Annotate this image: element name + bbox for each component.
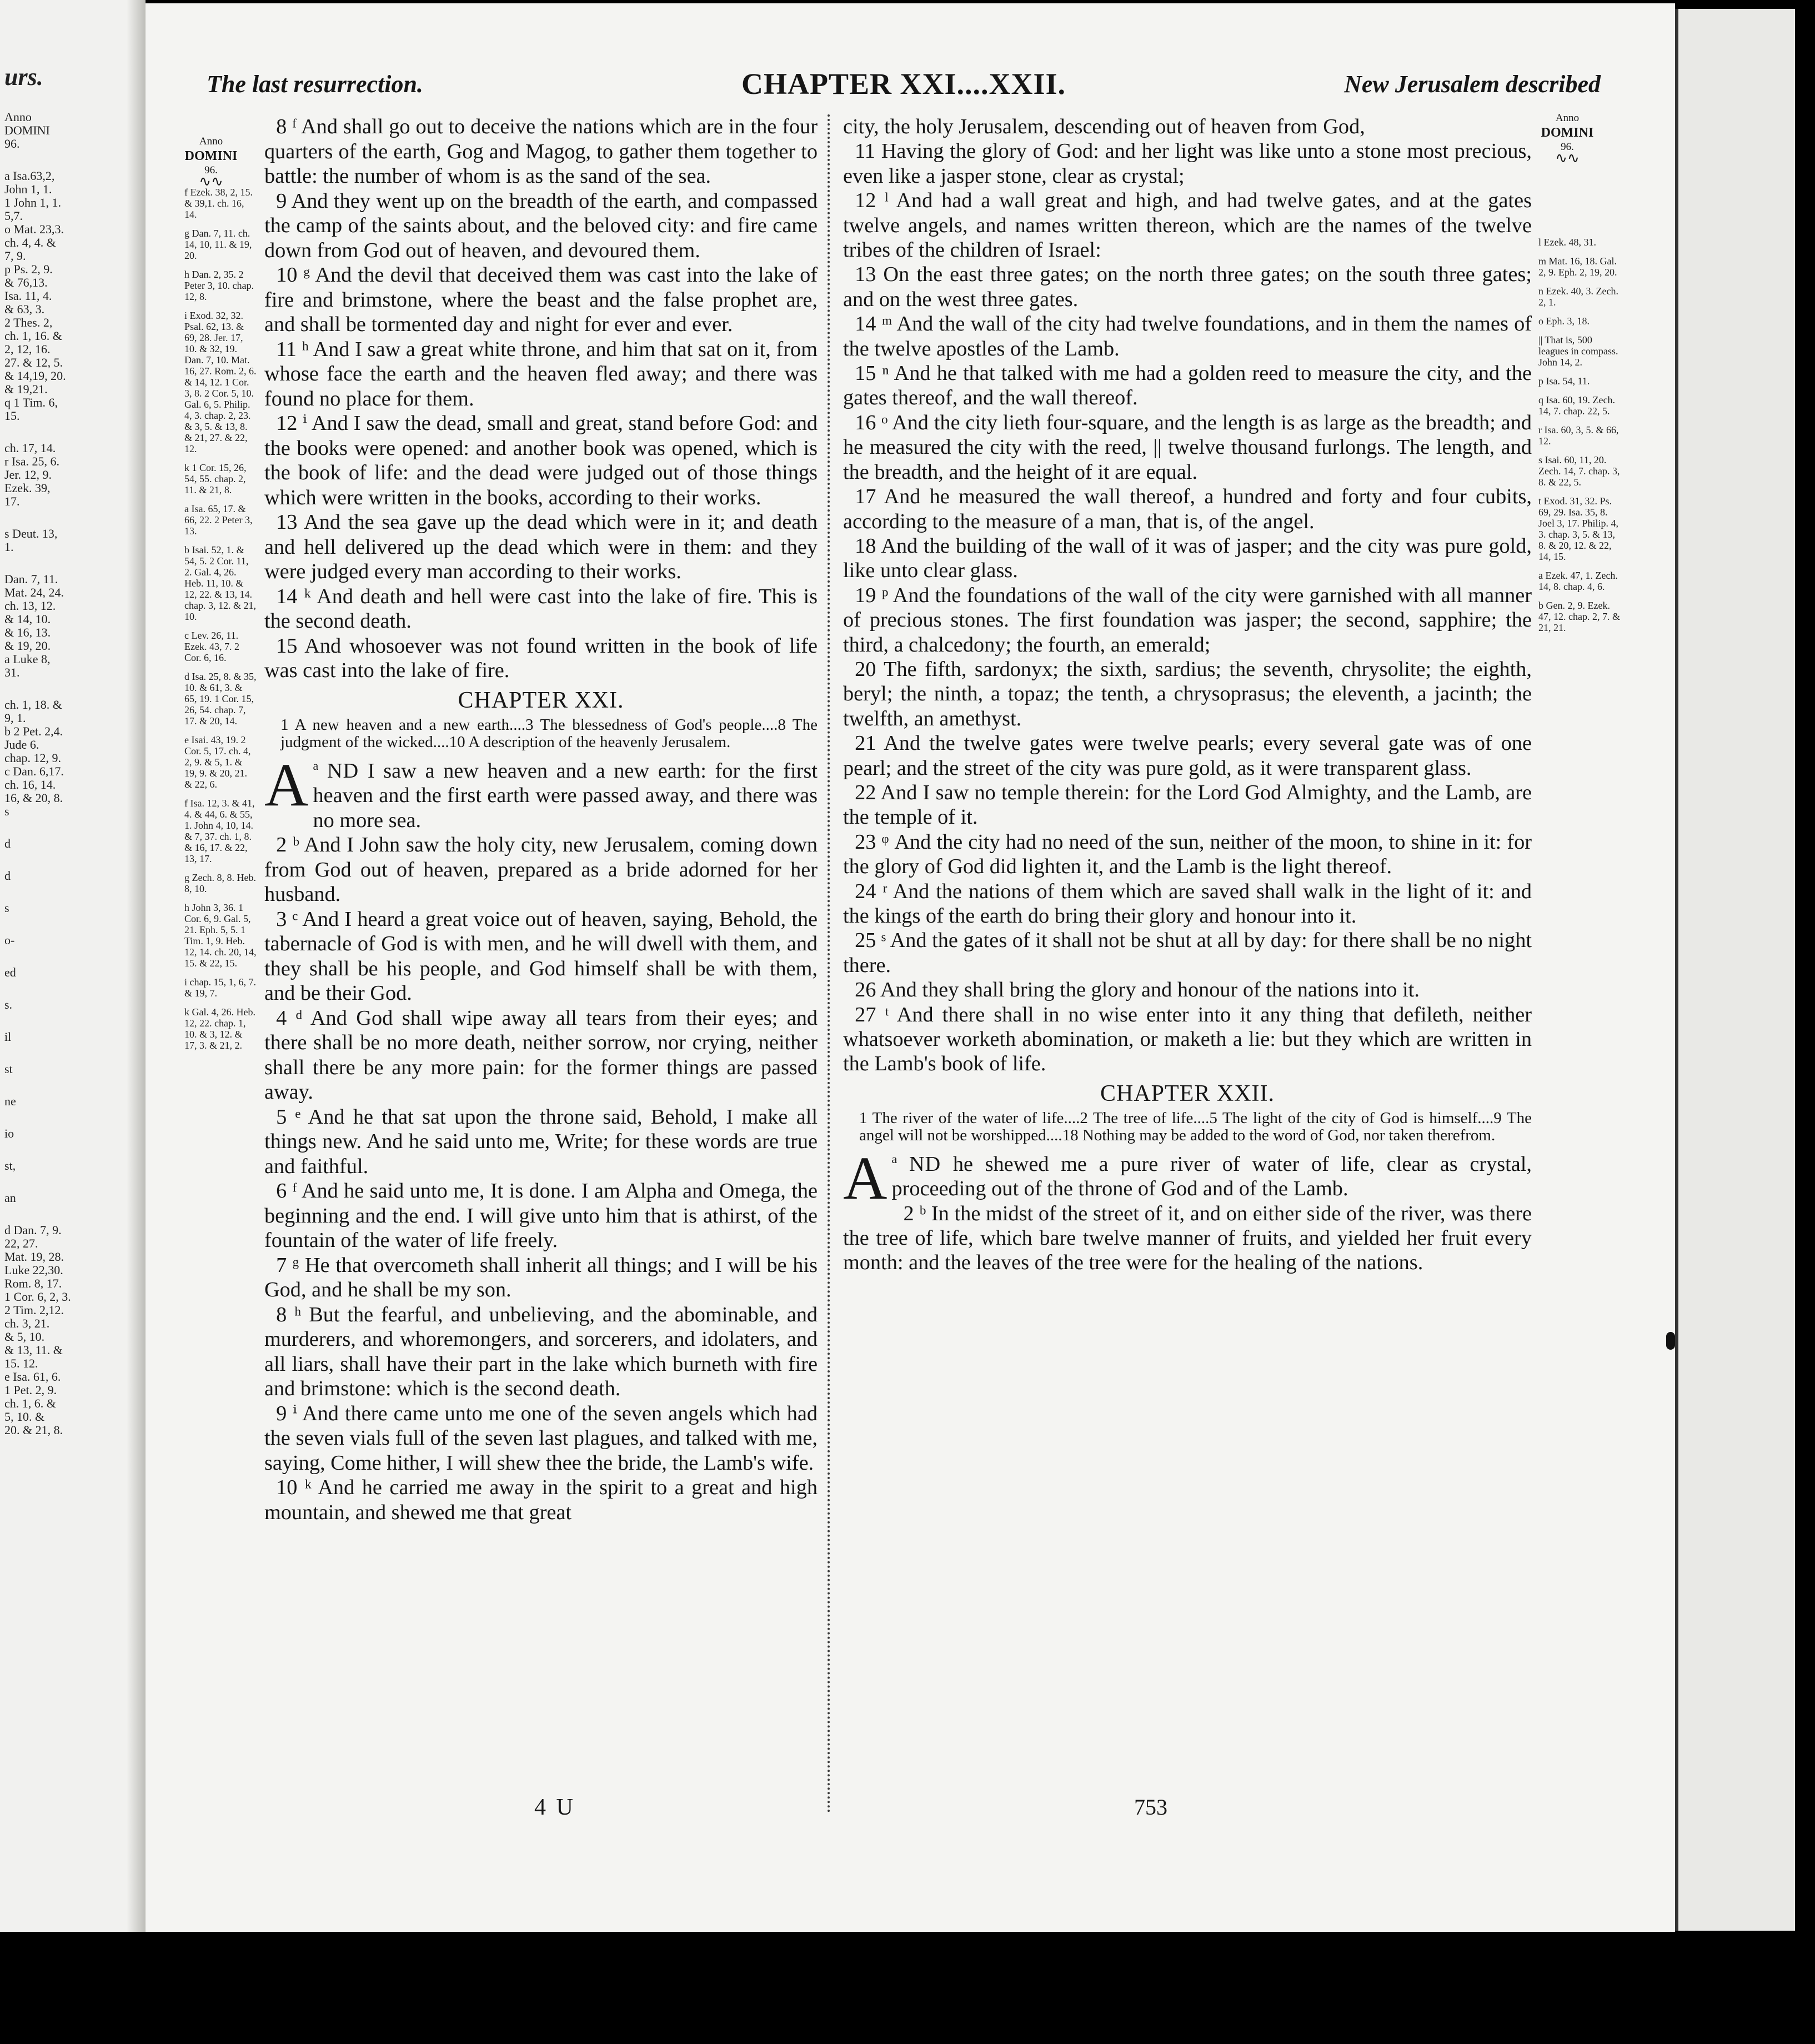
verse: 24 ʳ And the nations of them which are saved shall walk in the light of it: and the kings of the earth do bring their glory and honour into it. bbox=[843, 879, 1532, 928]
verse: 14 ᵐ And the wall of the city had twelve foundations, and in them the names of the twelve apostles of the Lamb. bbox=[843, 312, 1532, 360]
left-page-fragment: 9, 1. bbox=[4, 711, 26, 725]
chapter-22-verses bbox=[843, 1201, 1532, 1275]
margin-reference: q Isa. 60, 19. Zech. 14, 7. chap. 22, 5. bbox=[1538, 394, 1615, 417]
margin-reference: i Exod. 32, 32. Psal. 62, 13. & 69, 28. Jer. 17, 10. & 32, 19. Dan. 7, 10. Mat. 16, 27. Rom. 2, 6. & 14, 12. 1 Cor. 3, 8. 2 Cor. 5, 10. Gal. 6, 5. Philip. 4, 3. chap. 2, 23. & 3, 5. & 13, 8. & 21, 27. & 22, 12. bbox=[184, 310, 257, 454]
left-page-fragment: ch. 4, 4. & bbox=[4, 236, 56, 249]
left-page-fragment: ch. 13, 12. bbox=[4, 599, 56, 613]
left-page-fragment: io bbox=[4, 1126, 14, 1140]
margin-reference: a Ezek. 47, 1. Zech. 14, 8. chap. 4, 6. bbox=[1538, 570, 1618, 592]
drop-cap: A bbox=[264, 750, 309, 819]
left-page-fragment: 27. & 12, 5. bbox=[4, 355, 63, 369]
left-page-fragment: il bbox=[4, 1030, 12, 1044]
left-page-edge bbox=[0, 0, 146, 1932]
left-page-fragment: c Dan. 6,17. bbox=[4, 764, 64, 778]
left-page-fragment: & 76,13. bbox=[4, 275, 48, 289]
anno-label: Anno bbox=[1555, 112, 1580, 124]
verse: 8 ᶠ And shall go out to deceive the nations which are in the four quarters of the earth, Gog and Magog, to gather them together to battle: the number of whom is as the sand of the sea. bbox=[264, 115, 818, 188]
left-page-fragment: ch. 1, 18. & bbox=[4, 698, 62, 712]
left-page-fragment: r Isa. 25, 6. bbox=[4, 454, 59, 468]
margin-reference: n Ezek. 40, 3. Zech. 2, 1. bbox=[1538, 285, 1618, 308]
left-page-fragment: d Dan. 7, 9. bbox=[4, 1223, 62, 1237]
margin-reference: k Gal. 4, 26. Heb. 12, 22. chap. 1, 10. & 3, 12. & 17, 3. & 21, 2. bbox=[184, 1006, 255, 1051]
book-page bbox=[146, 3, 1675, 1932]
chapter-21-verses bbox=[264, 833, 818, 1525]
verse: 10 ᵏ And he carried me away in the spirit to a great and high mountain, and shewed me that great bbox=[264, 1476, 818, 1524]
verse: 3 ᶜ And I heard a great voice out of heaven, saying, Behold, the tabernacle of God is with men, and he will dwell with them, and they shall be his people, and God himself shall be with them, and be their God. bbox=[264, 907, 818, 1005]
anno-domini-right bbox=[1534, 112, 1601, 166]
margin-reference: h John 3, 36. 1 Cor. 6, 9. Gal. 5, 21. Eph. 5, 5. 1 Tim. 1, 9. Heb. 12, 14. ch. 20, 14, 15. & 22, 15. bbox=[184, 902, 257, 969]
anno-label: Anno bbox=[199, 136, 223, 147]
left-page-fragment: Rom. 8, 17. bbox=[4, 1276, 62, 1290]
left-page-fragment: & 19, 20. bbox=[4, 639, 51, 653]
left-page-fragment: Jer. 12, 9. bbox=[4, 468, 52, 482]
margin-reference: p Isa. 54, 11. bbox=[1538, 375, 1590, 387]
left-page-fragment: s bbox=[4, 804, 9, 818]
left-page-fragment: d bbox=[4, 836, 11, 850]
left-page-fragment: & 14, 10. bbox=[4, 612, 51, 626]
chapter-21-summary: 1 A new heaven and a new earth....3 The blessedness of God's people....8 The judgment of the wicked....10 A description of the heavenly Jerusalem. bbox=[280, 715, 818, 751]
left-page-fragment: 1. bbox=[4, 540, 14, 554]
swash-ornament-icon: ∿∿ bbox=[1555, 150, 1580, 166]
left-page-fragment: 16, & 20, 8. bbox=[4, 791, 63, 805]
left-page-fragment: Mat. 19, 28. bbox=[4, 1250, 64, 1264]
verse: 11 ʰ And I saw a great white throne, and him that sat on it, from whose face the earth and the heaven fled away; and there was found no place for them. bbox=[264, 337, 818, 410]
running-head bbox=[207, 67, 1601, 114]
margin-reference: a Isa. 65, 17. & 66, 22. 2 Peter 3, 13. bbox=[184, 503, 253, 537]
left-page-fragment: & 63, 3. bbox=[4, 302, 45, 316]
left-page-fragment: DOMINI bbox=[4, 123, 50, 137]
margin-reference: g Zech. 8, 8. Heb. 8, 10. bbox=[184, 872, 256, 894]
chapter-22-verse-1 bbox=[843, 1144, 1532, 1212]
margin-notes-left bbox=[184, 187, 257, 1059]
margin-reference: m Mat. 16, 18. Gal. 2, 9. Eph. 2, 19, 20. bbox=[1538, 255, 1617, 278]
left-page-fragment: ch. 1, 16. & bbox=[4, 329, 62, 343]
verse: 10 ᵍ And the devil that deceived them was cast into the lake of fire and brimstone, where the beast and the false prophet are, and shall be tormented day and night for ever and ever. bbox=[264, 263, 818, 336]
verse: 15 ⁿ And he that talked with me had a golden reed to measure the city, and the gates thereof, and the wall thereof. bbox=[843, 362, 1532, 410]
left-page-fragment: st bbox=[4, 1062, 13, 1076]
left-page-fragment: s bbox=[4, 901, 9, 915]
margin-reference: d Isa. 25, 8. & 35, 10. & 61, 3. & 65, 19. 1 Cor. 15, 26, 54. chap. 7, 17. & 20, 14. bbox=[184, 671, 257, 727]
verse: 13 And the sea gave up the dead which were in it; and death and hell delivered up the dead which were in them: and they were judged every man according to their works. bbox=[264, 510, 818, 583]
verse: 19 ᵖ And the foundations of the wall of the city were garnished with all manner of precious stones. The first foundation was jasper; the second, sapphire; the third, a chalcedony; the fourth, an emerald; bbox=[843, 583, 1532, 657]
left-page-fragment: & 19,21. bbox=[4, 382, 48, 396]
verse: 9 And they went up on the breadth of the earth, and compassed the camp of the saints about, and the beloved city: and fire came down from God out of heaven, and devoured them. bbox=[264, 189, 818, 262]
verse: 2 ᵇ In the midst of the street of it, and on either side of the river, was there the tree of life, which bare twelve manner of fruits, and yielded her fruit every month: and the leaves of the tree were for the healing of the nations. bbox=[843, 1201, 1532, 1275]
verse: 21 And the twelve gates were twelve pearls; every several gate was of one pearl; and the street of the city was pure gold, as it were transparent glass. bbox=[843, 732, 1532, 780]
left-page-fragment: ne bbox=[4, 1094, 16, 1108]
margin-reference: o Eph. 3, 18. bbox=[1538, 315, 1590, 327]
running-head-center: CHAPTER XXI....XXII. bbox=[741, 67, 1066, 101]
verse: 11 Having the glory of God: and her light was like unto a stone most precious, even like a jasper stone, clear as crystal; bbox=[843, 139, 1532, 188]
left-page-fragment: ch. 3, 21. bbox=[4, 1316, 50, 1330]
domini-label: DOMINI bbox=[1541, 126, 1594, 140]
year-label: 96. bbox=[1561, 141, 1574, 153]
verse: 14 ᵏ And death and hell were cast into the lake of fire. This is the second death. bbox=[264, 584, 818, 633]
left-page-fragment: e Isa. 61, 6. bbox=[4, 1370, 61, 1384]
margin-reference: l Ezek. 48, 31. bbox=[1538, 237, 1596, 248]
page-number: 753 bbox=[1134, 1795, 1167, 1820]
left-page-fragment: Mat. 24, 24. bbox=[4, 585, 64, 599]
left-page-fragment: 17. bbox=[4, 494, 20, 508]
left-page-fragment: o- bbox=[4, 933, 15, 947]
left-page-fragment: b 2 Pet. 2,4. bbox=[4, 724, 63, 738]
left-page-fragment: st, bbox=[4, 1159, 16, 1173]
left-page-fragment: 15. 12. bbox=[4, 1356, 38, 1370]
running-head-right: New Jerusalem described bbox=[1344, 71, 1601, 98]
verse-text: he shewed me a pure river of water of life, clear as crystal, proceeding out of the throne of God and of the Lamb. bbox=[891, 1152, 1532, 1201]
left-page-fragment: 7, 9. bbox=[4, 249, 26, 263]
left-page-fragment: Dan. 7, 11. bbox=[4, 572, 58, 586]
margin-reference: b Gen. 2, 9. Ezek. 47, 12. chap. 2, 7. & 21, 21. bbox=[1538, 600, 1620, 633]
left-page-fragment: ch. 1, 6. & bbox=[4, 1396, 56, 1410]
margin-reference: f Ezek. 38, 2, 15. & 39,1. ch. 16, 14. bbox=[184, 187, 253, 220]
reference-mark: a bbox=[891, 1152, 898, 1166]
left-page-fragment: 5, 10. & bbox=[4, 1410, 45, 1424]
right-page-edge bbox=[1675, 9, 1795, 1931]
first-word: ND bbox=[909, 1152, 941, 1176]
left-page-fragment: an bbox=[4, 1191, 16, 1205]
margin-reference: r Isa. 60, 3, 5. & 66, 12. bbox=[1538, 424, 1619, 447]
margin-reference: b Isai. 52, 1. & 54, 5. 2 Cor. 11, 2. Gal. 4, 26. Heb. 11, 10. & 12, 22. & 13, 14. chap. 3, 12. & 21, 10. bbox=[184, 544, 256, 622]
margin-reference: f Isa. 12, 3. & 41, 4. & 44, 6. & 55, 1. John 4, 10, 14. & 7, 37. ch. 1, 8. & 16, 17. & 22, 13, 17. bbox=[184, 798, 255, 864]
left-page-fragment: ch. 16, 14. bbox=[4, 778, 56, 791]
left-page-fragment: s. bbox=[4, 998, 13, 1011]
domini-label: DOMINI bbox=[184, 149, 238, 163]
verse: 8 ʰ But the fearful, and unbelieving, and the abominable, and murderers, and whoremongers, and sorcerers, and idolaters, and all liars, shall have their part in the lake which burneth with fire and brimstone: which is the second death. bbox=[264, 1302, 818, 1400]
verse: 12 ˡ And had a wall great and high, and had twelve gates, and at the gates twelve angels, and names written thereon, which are the names of the twelve tribes of the children of Israel: bbox=[843, 189, 1532, 262]
verse: 17 And he measured the wall thereof, a hundred and forty and four cubits, according to the measure of a man, that is, of the angel. bbox=[843, 485, 1532, 533]
verse: 2 ᵇ And I John saw the holy city, new Jerusalem, coming down from God out of heaven, prepared as a bride adorned for her husband. bbox=[264, 833, 818, 906]
year-label: 96. bbox=[204, 164, 218, 176]
left-page-fragment: 2 Thes. 2, bbox=[4, 315, 53, 329]
margin-reference: || That is, 500 leagues in compass. John 14, 2. bbox=[1538, 334, 1618, 368]
left-page-fragment: 31. bbox=[4, 665, 20, 679]
left-page-fragment: 1 John 1, 1. bbox=[4, 196, 62, 209]
ink-blot bbox=[1666, 1332, 1675, 1350]
left-page-fragment: Jude 6. bbox=[4, 738, 39, 752]
verse: 12 ⁱ And I saw the dead, small and great, stand before God: and the books were opened: and another book was opened, which is the book of life: and the dead were judged out of those things which were written in the books, according to their works. bbox=[264, 412, 818, 509]
signature-mark: 4 U bbox=[534, 1795, 575, 1820]
left-page-fragment: Isa. 11, 4. bbox=[4, 289, 52, 303]
left-page-fragment: 5,7. bbox=[4, 209, 23, 223]
left-page-fragment: 15. bbox=[4, 409, 20, 423]
verse: 16 ᵒ And the city lieth four-square, and the length is as large as the breadth; and he measured the city with the reed, || twelve thousand furlongs. The length, and the breadth, and the height of it are equal. bbox=[843, 410, 1532, 484]
verse: 25 ˢ And the gates of it shall not be shut at all by day: for there shall be no night there. bbox=[843, 929, 1532, 977]
right-column bbox=[843, 114, 1532, 1275]
margin-notes-right bbox=[1538, 237, 1622, 641]
verse: city, the holy Jerusalem, descending out of heaven from God, bbox=[843, 115, 1365, 138]
verse: 9 ⁱ And there came unto me one of the seven angels which had the seven vials full of the seven last plagues, and talked with me, saying, Come hither, I will shew thee the bride, the Lamb's wife. bbox=[264, 1401, 818, 1475]
margin-reference: h Dan. 2, 35. 2 Peter 3, 10. chap. 12, 8. bbox=[184, 269, 254, 302]
margin-reference: i chap. 15, 1, 6, 7. & 19, 7. bbox=[184, 976, 256, 999]
left-column bbox=[264, 114, 818, 1525]
margin-reference: k 1 Cor. 15, 26, 54, 55. chap. 2, 11. & 21, 8. bbox=[184, 462, 247, 495]
left-page-fragment: d bbox=[4, 869, 11, 883]
left-page-fragment: s Deut. 13, bbox=[4, 527, 58, 540]
left-page-fragment: 1 Pet. 2, 9. bbox=[4, 1383, 57, 1397]
left-page-fragment: 1 Cor. 6, 2, 3. bbox=[4, 1290, 71, 1304]
verse: 27 ᵗ And there shall in no wise enter into it any thing that defileth, neither whatsoever worketh abomination, or maketh a lie: but they which are written in the Lamb's book of life. bbox=[843, 1003, 1532, 1076]
chapter-22-summary: 1 The river of the water of life....2 The tree of life....5 The light of the city of God is himself....9 The angel will not be worshipped....18 Nothing may be added to the word of God, nor taken therefrom. bbox=[859, 1109, 1532, 1144]
verse: 20 The fifth, sardonyx; the sixth, sardius; the seventh, chrysolite; the eighth, beryl; the ninth, a topaz; the tenth, a chrysoprasus; the eleventh, a jacinth; the twelfth, an amethyst. bbox=[843, 657, 1532, 730]
left-page-fragment: ed bbox=[4, 965, 16, 979]
verse: 26 And they shall bring the glory and honour of the nations into it. bbox=[855, 978, 1420, 1002]
left-page-fragment: 2, 12, 16. bbox=[4, 342, 51, 356]
verse: 6 ᶠ And he said unto me, It is done. I am Alpha and Omega, the beginning and the end. I will give unto him that is athirst, of the fountain of the water of life freely. bbox=[264, 1179, 818, 1252]
left-page-fragment: o Mat. 23,3. bbox=[4, 222, 64, 236]
chapter-21-verse-1 bbox=[264, 750, 818, 833]
verse: 4 ᵈ And God shall wipe away all tears from their eyes; and there shall be no more death, neither sorrow, nor crying, neither shall there be any more pain: for the former things are passed away. bbox=[264, 1006, 818, 1104]
page-fold-shadow bbox=[127, 0, 146, 1932]
left-page-fragment: & 16, 13. bbox=[4, 625, 51, 639]
verse: 22 And I saw no temple therein: for the Lord God Almighty, and the Lamb, are the temple of it. bbox=[843, 780, 1532, 829]
left-page-fragment: urs. bbox=[4, 63, 43, 91]
left-page-fragment: a Isa.63,2, bbox=[4, 169, 55, 183]
left-page-fragment: chap. 12, 9. bbox=[4, 751, 62, 765]
chapter-21-heading: CHAPTER XXI. bbox=[458, 687, 624, 713]
verse: 7 ᵍ He that overcometh shall inherit all things; and I will be his God, and he shall be my son. bbox=[264, 1253, 818, 1301]
verse: 23 ᵠ And the city had no need of the sun, neither of the moon, to shine in it: for the glory of God did lighten it, and the Lamb is the light thereof. bbox=[843, 830, 1532, 879]
chapter-21-verses-continued bbox=[843, 114, 1532, 1076]
left-page-fragment: 2 Tim. 2,12. bbox=[4, 1303, 64, 1317]
margin-reference: s Isai. 60, 11, 20. Zech. 14, 7. chap. 3, 8. & 22, 5. bbox=[1538, 454, 1620, 488]
left-page-fragment: a Luke 8, bbox=[4, 652, 51, 666]
margin-reference: t Exod. 31, 32. Ps. 69, 29. Isa. 35, 8. Joel 3, 17. Philip. 4, 3. chap. 3, 5. & 13, 8. & 20, 12. & 22, 14, 15. bbox=[1538, 495, 1619, 562]
verse: 18 And the building of the wall of it was of jasper; and the city was pure gold, like unto clear glass. bbox=[843, 534, 1532, 583]
first-word: ND bbox=[327, 759, 359, 783]
left-page-fragment: 22, 27. bbox=[4, 1236, 38, 1250]
left-page-fragment: & 13, 11. & bbox=[4, 1343, 63, 1357]
left-page-fragment: & 14,19, 20. bbox=[4, 369, 66, 383]
drop-cap: A bbox=[843, 1144, 888, 1212]
left-page-fragment: Luke 22,30. bbox=[4, 1263, 63, 1277]
left-page-fragment: p Ps. 2, 9. bbox=[4, 262, 53, 276]
left-page-fragment: John 1, 1. bbox=[4, 182, 52, 196]
margin-reference: g Dan. 7, 11. ch. 14, 10, 11. & 19, 20. bbox=[184, 228, 252, 261]
column-divider bbox=[828, 114, 830, 1814]
chapter-20-verses bbox=[264, 114, 818, 683]
verse: 15 And whosoever was not found written in the book of life was cast into the lake of fire. bbox=[264, 634, 818, 682]
left-page-fragment: & 5, 10. bbox=[4, 1330, 45, 1344]
verse: 5 ᵉ And he that sat upon the throne said, Behold, I make all things new. And he said unto me, Write; for these words are true and faithful. bbox=[264, 1105, 818, 1178]
reference-mark: a bbox=[313, 758, 319, 773]
swash-ornament-icon: ∿∿ bbox=[199, 173, 223, 189]
running-head-left: The last resurrection. bbox=[207, 71, 423, 98]
verse: 13 On the east three gates; on the north three gates; on the south three gates; and on the west three gates. bbox=[843, 263, 1532, 311]
left-page-fragment: ch. 17, 14. bbox=[4, 441, 56, 455]
margin-reference: e Isai. 43, 19. 2 Cor. 5, 17. ch. 4, 2, 9. & 5, 1. & 19, 9. & 20, 21. & 22, 6. bbox=[184, 734, 251, 790]
left-page-fragment: Ezek. 39, bbox=[4, 481, 51, 495]
left-page-fragment: 20. & 21, 8. bbox=[4, 1423, 63, 1437]
left-page-fragment: Anno bbox=[4, 110, 32, 124]
anno-domini-left bbox=[178, 136, 244, 187]
margin-reference: c Lev. 26, 11. Ezek. 43, 7. 2 Cor. 6, 16. bbox=[184, 630, 239, 663]
verse-text: I saw a new heaven and a new earth: for the first heaven and the first earth were passed away, and there was no more sea. bbox=[313, 759, 818, 832]
chapter-22-heading: CHAPTER XXII. bbox=[1100, 1080, 1275, 1106]
left-page-fragment: q 1 Tim. 6, bbox=[4, 395, 58, 409]
left-page-fragment: 96. bbox=[4, 137, 20, 151]
